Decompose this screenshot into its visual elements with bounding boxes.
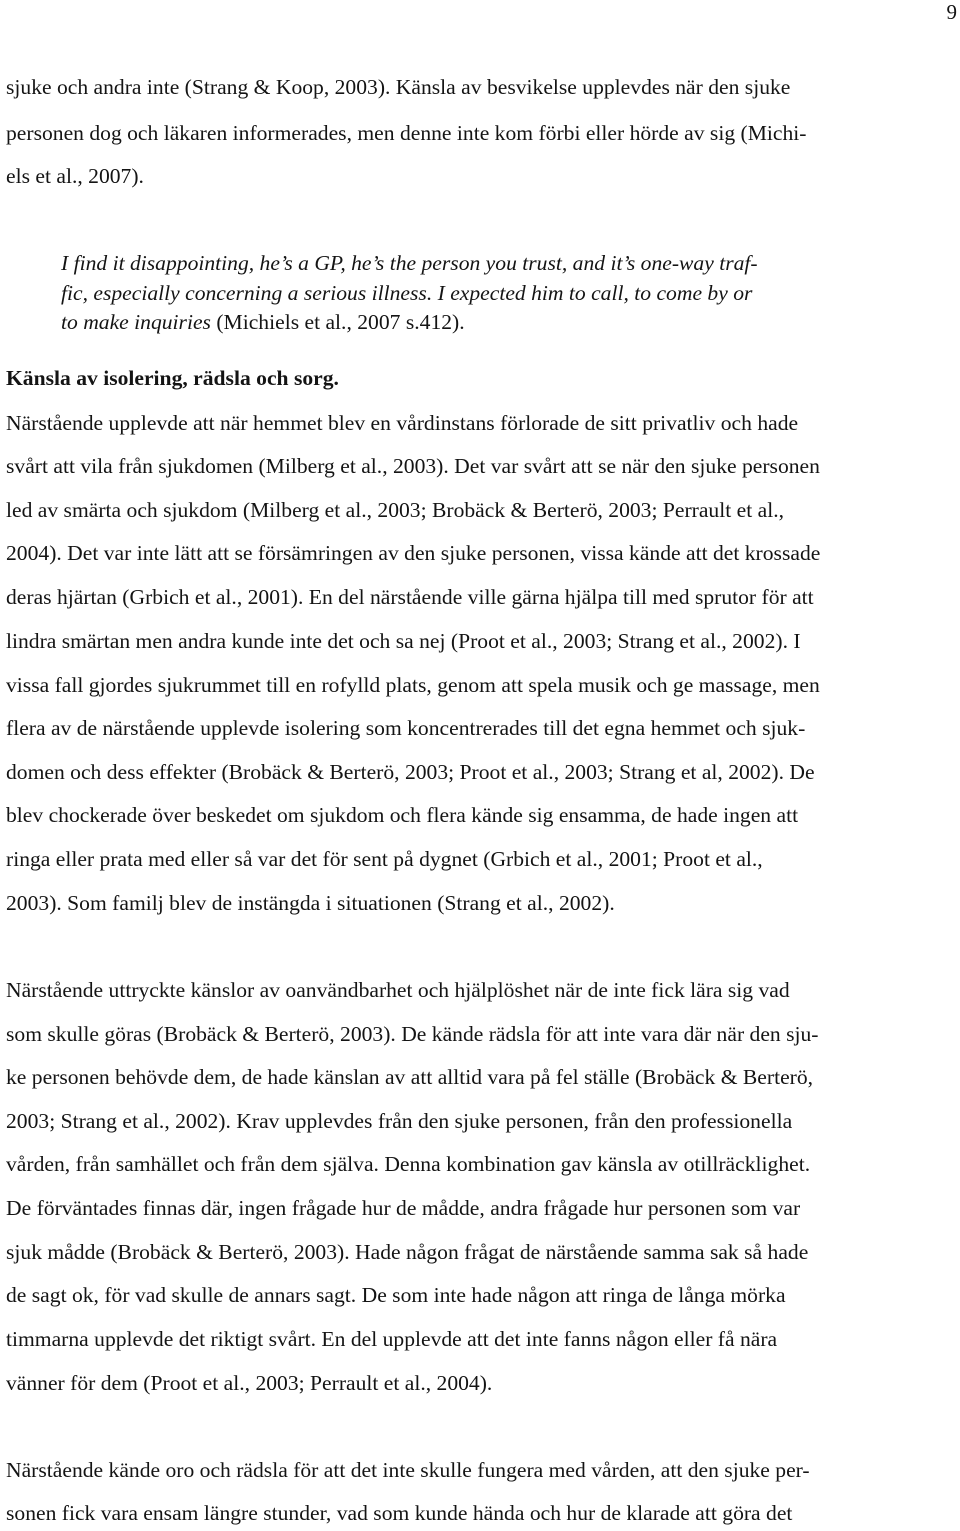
quote-line (61, 250, 758, 276)
quote-text: I find it disappointing, he’s a GP, he’s the person you trust, and it’s one-way traf- (61, 251, 758, 275)
quote-line (61, 309, 465, 335)
paragraph-line: domen och dess effekter (Brobäck & Berterö, 2003; Proot et al., 2003; Strang et al, 2002). De (6, 760, 815, 784)
paragraph-line: De förväntades finnas där, ingen frågade hur de mådde, andra frågade hur personen som var (6, 1196, 801, 1220)
paragraph-line: vården, från samhället och från dem själva. Denna kombination gav känsla av otillräcklighet. (6, 1152, 811, 1176)
intro-line: sjuke och andra inte (Strang & Koop, 2003). Känsla av besvikelse upplevdes när den sjuke (6, 75, 791, 99)
paragraph-line: timmarna upplevde det riktigt svårt. En del upplevde att det inte fanns någon eller få nära (6, 1327, 778, 1351)
paragraph-line: ringa eller prata med eller så var det för sent på dygnet (Grbich et al., 2001; Proot et al., (6, 847, 763, 871)
quote-line (61, 280, 752, 306)
paragraph-line: lindra smärtan men andra kunde inte det och sa nej (Proot et al., 2003; Strang et al., 2002). I (6, 629, 801, 653)
paragraph-line: ke personen behövde dem, de hade känslan av att alltid vara på fel ställe (Brobäck & Berterö, (6, 1065, 814, 1089)
paragraph-line: deras hjärtan (Grbich et al., 2001). En del närstående ville gärna hjälpa till med sprutor för att (6, 585, 814, 609)
quote-text: fic, especially concerning a serious illness. I expected him to call, to come by or (61, 281, 753, 305)
paragraph-line: Närstående uttryckte känslor av oanvändbarhet och hjälplöshet när de inte fick lära sig vad (6, 978, 790, 1002)
quote-text: to make inquiries (61, 310, 211, 334)
paragraph-line: led av smärta och sjukdom (Milberg et al., 2003; Brobäck & Berterö, 2003; Perrault et al., (6, 498, 784, 522)
paragraph-line: 2004). Det var inte lätt att se försämringen av den sjuke personen, vissa kände att det krossade (6, 541, 821, 565)
quote-citation: (Michiels et al., 2007 s.412). (210, 310, 465, 334)
paragraph-line: svårt att vila från sjukdomen (Milberg et al., 2003). Det var svårt att se när den sjuke personen (6, 454, 820, 478)
paragraph-line: som skulle göras (Brobäck & Berterö, 2003). De kände rädsla för att inte vara där när den sju- (6, 1022, 819, 1046)
intro-line: personen dog och läkaren informerades, men denne inte kom förbi eller hörde av sig (Michi- (6, 121, 807, 145)
paragraph-line: sjuk mådde (Brobäck & Berterö, 2003). Hade någon frågat de närstående samma sak så hade (6, 1240, 809, 1264)
paragraph-line: 2003; Strang et al., 2002). Krav upplevdes från den sjuke personen, från den professionella (6, 1109, 793, 1133)
paragraph-line: Närstående kände oro och rädsla för att det inte skulle fungera med vården, att den sjuke per- (6, 1458, 810, 1482)
page-number: 9 (946, 0, 957, 24)
paragraph-line: vänner för dem (Proot et al., 2003; Perrault et al., 2004). (6, 1371, 493, 1395)
section-heading: Känsla av isolering, rädsla och sorg. (6, 366, 339, 390)
paragraph-line: Närstående upplevde att när hemmet blev en vårdinstans förlorade de sitt privatliv och hade (6, 411, 799, 435)
paragraph-line: 2003). Som familj blev de instängda i situationen (Strang et al., 2002). (6, 891, 615, 915)
paragraph-line: sonen fick vara ensam längre stunder, vad som kunde hända och hur de klarade att göra det (6, 1501, 793, 1525)
paragraph-line: blev chockerade över beskedet om sjukdom och flera kände sig ensamma, de hade ingen att (6, 803, 799, 827)
paragraph-line: flera av de närstående upplevde isolering som koncentrerades till det egna hemmet och sjuk- (6, 716, 806, 740)
paragraph-line: vissa fall gjordes sjukrummet till en rofylld plats, genom att spela musik och ge massage, men (6, 673, 820, 697)
intro-line: els et al., 2007). (6, 164, 144, 188)
paragraph-line: de sagt ok, för vad skulle de annars sagt. De som inte hade någon att ringa de långa mörka (6, 1283, 786, 1307)
